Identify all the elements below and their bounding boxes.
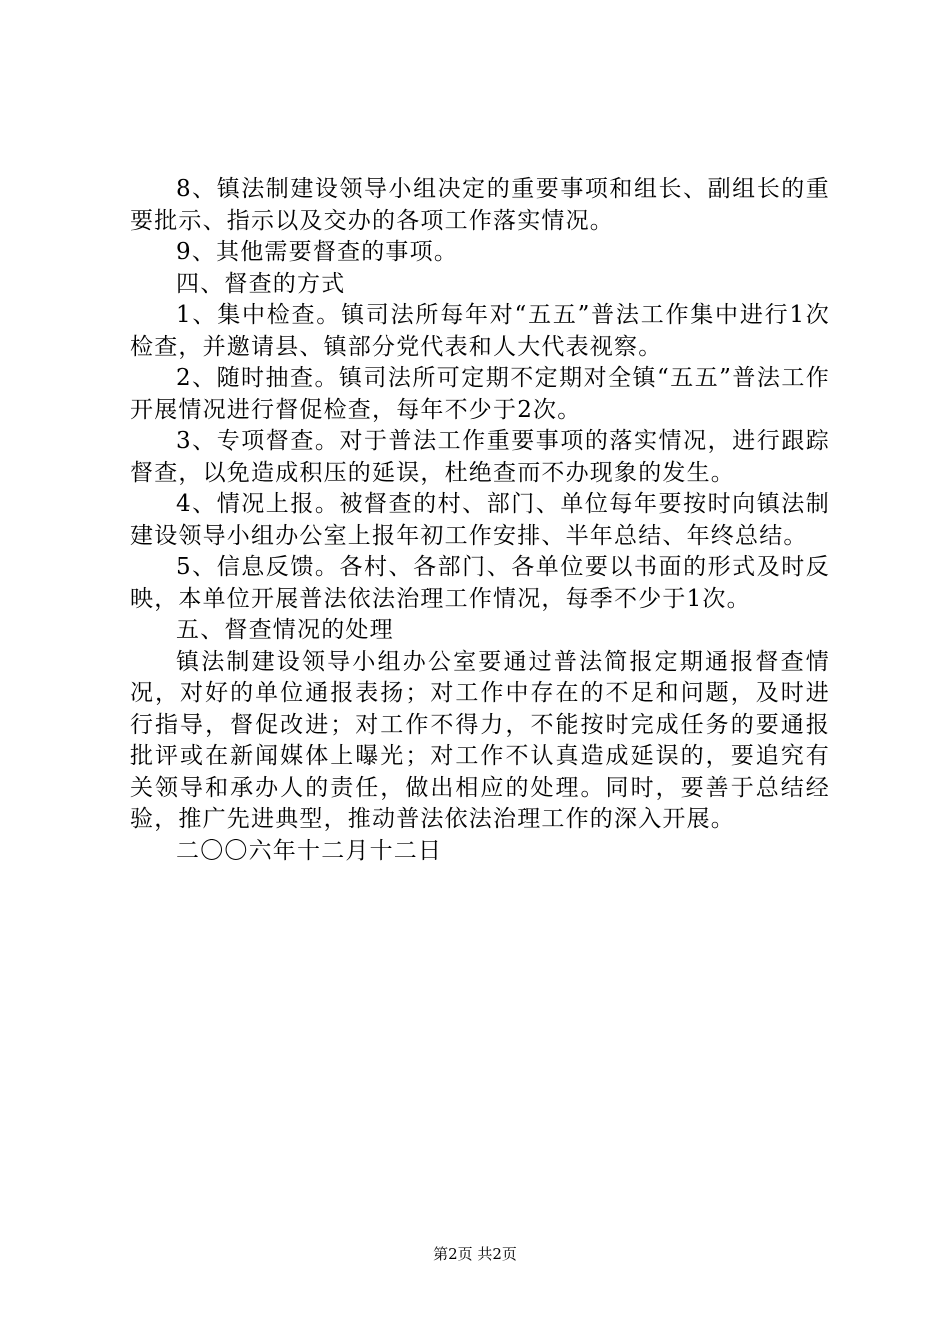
paragraph-method-3: 3、专项督查。对于普法工作重要事项的落实情况，进行跟踪督查，以免造成积压的延误，杜绝查而不办现象的发生。 — [130, 428, 830, 486]
page-number-footer: 第2页 共2页 — [433, 1245, 517, 1263]
paragraph-item-9: 9、其他需要督查的事项。 — [176, 239, 459, 265]
paragraph-item-8: 8、镇法制建设领导小组决定的重要事项和组长、副组长的重要批示、指示以及交办的各项工作落实情况。 — [130, 176, 830, 234]
section-heading-handling: 五、督查情况的处理 — [176, 617, 394, 643]
document-body — [130, 174, 830, 867]
paragraph-method-4: 4、情况上报。被督查的村、部门、单位每年要按时向镇法制建设领导小组办公室上报年初工作安排、半年总结、年终总结。 — [130, 491, 830, 549]
paragraph-method-5: 5、信息反馈。各村、各部门、各单位要以书面的形式及时反映，本单位开展普法依法治理工作情况，每季不少于1次。 — [130, 554, 830, 612]
paragraph-handling: 镇法制建设领导小组办公室要通过普法简报定期通报督查情况，对好的单位通报表扬；对工作中存在的不足和问题，及时进行指导，督促改进；对工作不得力，不能按时完成任务的要通报批评或在新闻媒体上曝光；对工作不认真造成延误的，要追究有关领导和承办人的责任，做出相应的处理。同时，要善于总结经验，推广先进典型，推动普法依法治理工作的深入开展。 — [130, 648, 830, 832]
section-heading-methods: 四、督查的方式 — [176, 270, 346, 297]
paragraph-method-2: 2、随时抽查。镇司法所可定期不定期对全镇“五五”普法工作开展情况进行督促检查，每年不少于2次。 — [130, 365, 830, 423]
paragraph-method-1: 1、集中检查。镇司法所每年对“五五”普法工作集中进行1次检查，并邀请县、镇部分党代表和人大代表视察。 — [130, 302, 830, 360]
document-date: 二〇〇六年十二月十二日 — [176, 837, 443, 864]
